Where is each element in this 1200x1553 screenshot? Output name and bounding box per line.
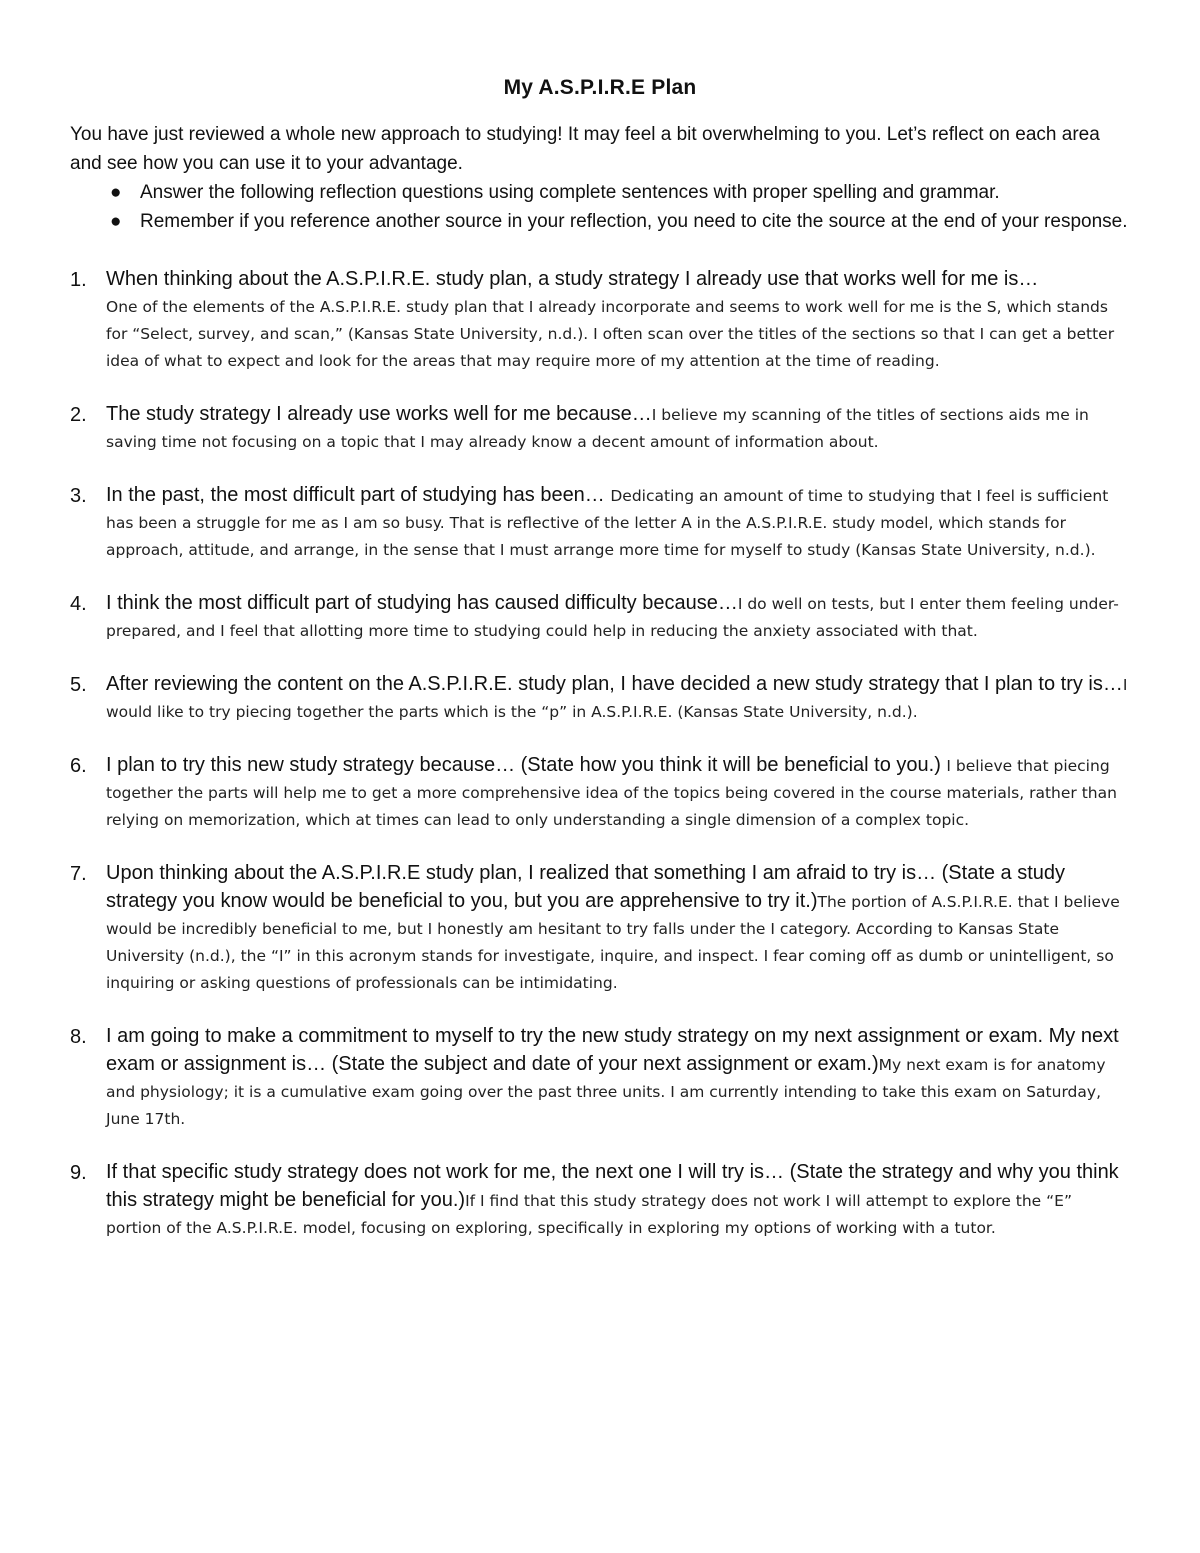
question-number: 9. [70,1162,87,1184]
question-item [70,1159,1130,1242]
instruction-item [110,207,1130,236]
question-number: 4. [70,593,87,615]
question-item [70,1023,1130,1133]
page-title: My A.S.P.I.R.E Plan [503,76,697,99]
question-answer: The portion of A.S.P.I.R.E. that I believe would be incredibly beneficial to me, but I honestly am hesitant to try falls under the I category. According to Kansas State University (n.d.), the “I” in this acronym stands for investigate, inquire, and inspect. I fear coming off as dumb or unintelligent, so inquiring or asking questions of professionals can be intimidating. [106,893,1120,992]
instruction-item [110,178,1130,207]
question-prompt: I plan to try this new study strategy because… (State how you think it will be beneficial to you.) [106,754,947,776]
question-answer: One of the elements of the A.S.P.I.R.E. study plan that I already incorporate and seems to work well for me is the S, which stands for “Select, survey, and scan,” (Kansas State University, n.d.). I often scan over the titles of the sections so that I can get a better idea of what to expect and look for the areas that may require more of my attention at the time of reading. [106,298,1115,370]
bullet-icon: ● [110,211,122,232]
question-number: 3. [70,485,87,507]
question-prompt: I think the most difficult part of studying has caused difficulty because… [106,592,738,614]
question-number: 8. [70,1026,87,1048]
question-number: 2. [70,404,87,426]
question-item [70,266,1130,375]
instruction-text: Remember if you reference another source in your reflection, you need to cite the source at the end of your response. [140,211,1128,232]
question-prompt: After reviewing the content on the A.S.P.I.R.E. study plan, I have decided a new study strategy that I plan to try is… [106,673,1123,695]
question-item [70,590,1130,645]
question-number: 1. [70,269,87,291]
question-answer: I believe my scanning of the titles of sections aids me in saving time not focusing on a topic that I may already know a decent amount of information about. [106,406,1089,451]
question-item [70,482,1130,564]
question-answer: If I find that this study strategy does not work I will attempt to explore the “E” portion of the A.S.P.I.R.E. model, focusing on exploring, specifically in exploring my options of working with a tutor. [106,1192,1072,1237]
question-item [70,860,1130,997]
question-number: 7. [70,863,87,885]
question-prompt: The study strategy I already use works well for me because… [106,403,652,425]
question-number: 5. [70,674,87,696]
bullet-icon: ● [110,182,122,203]
question-prompt: In the past, the most difficult part of studying has been… [106,484,611,506]
question-answer: Dedicating an amount of time to studying that I feel is sufficient has been a struggle for me as I am so busy. That is reflective of the letter A in the A.S.P.I.R.E. study model, which stands for approach, attitude, and arrange, in the sense that I must arrange more time for myself to study (Kansas State University, n.d.). [106,487,1109,559]
intro-paragraph: You have just reviewed a whole new approach to studying! It may feel a bit overwhelming to you. Let’s reflect on each area and see how you can use it to your advantage. [70,124,1100,174]
question-answer: My next exam is for anatomy and physiology; it is a cumulative exam going over the past three units. I am currently intending to take this exam on Saturday, June 17th. [106,1056,1106,1128]
question-list [70,266,1130,1242]
question-prompt: If that specific study strategy does not work for me, the next one I will try is… (State the strategy and why you think this strategy might be beneficial for you.) [106,1161,1119,1211]
question-item [70,671,1130,726]
question-item [70,752,1130,834]
question-item [70,401,1130,456]
question-answer: I believe that piecing together the parts will help me to get a more comprehensive idea of the topics being covered in the course materials, rather than relying on memorization, which at times can lead to only understanding a single dimension of a complex topic. [106,757,1117,829]
question-prompt: When thinking about the A.S.P.I.R.E. study plan, a study strategy I already use that works well for me is… [106,268,1039,290]
instruction-list [70,178,1130,236]
question-number: 6. [70,755,87,777]
question-prompt: I am going to make a commitment to myself to try the new study strategy on my next assignment or exam. My next exam or assignment is… (State the subject and date of your next assignment or exam.) [106,1025,1119,1075]
question-answer: I do well on tests, but I enter them feeling under-prepared, and I feel that allotting more time to studying could help in reducing the anxiety associated with that. [106,595,1119,640]
question-prompt: Upon thinking about the A.S.P.I.R.E study plan, I realized that something I am afraid to try is… (State a study strategy you know would be beneficial to you, but you are apprehensive to try it.) [106,862,1066,912]
instruction-text: Answer the following reflection questions using complete sentences with proper spelling and grammar. [140,182,1000,203]
question-answer: I would like to try piecing together the parts which is the “p” in A.S.P.I.R.E. (Kansas State University, n.d.). [106,676,1128,721]
